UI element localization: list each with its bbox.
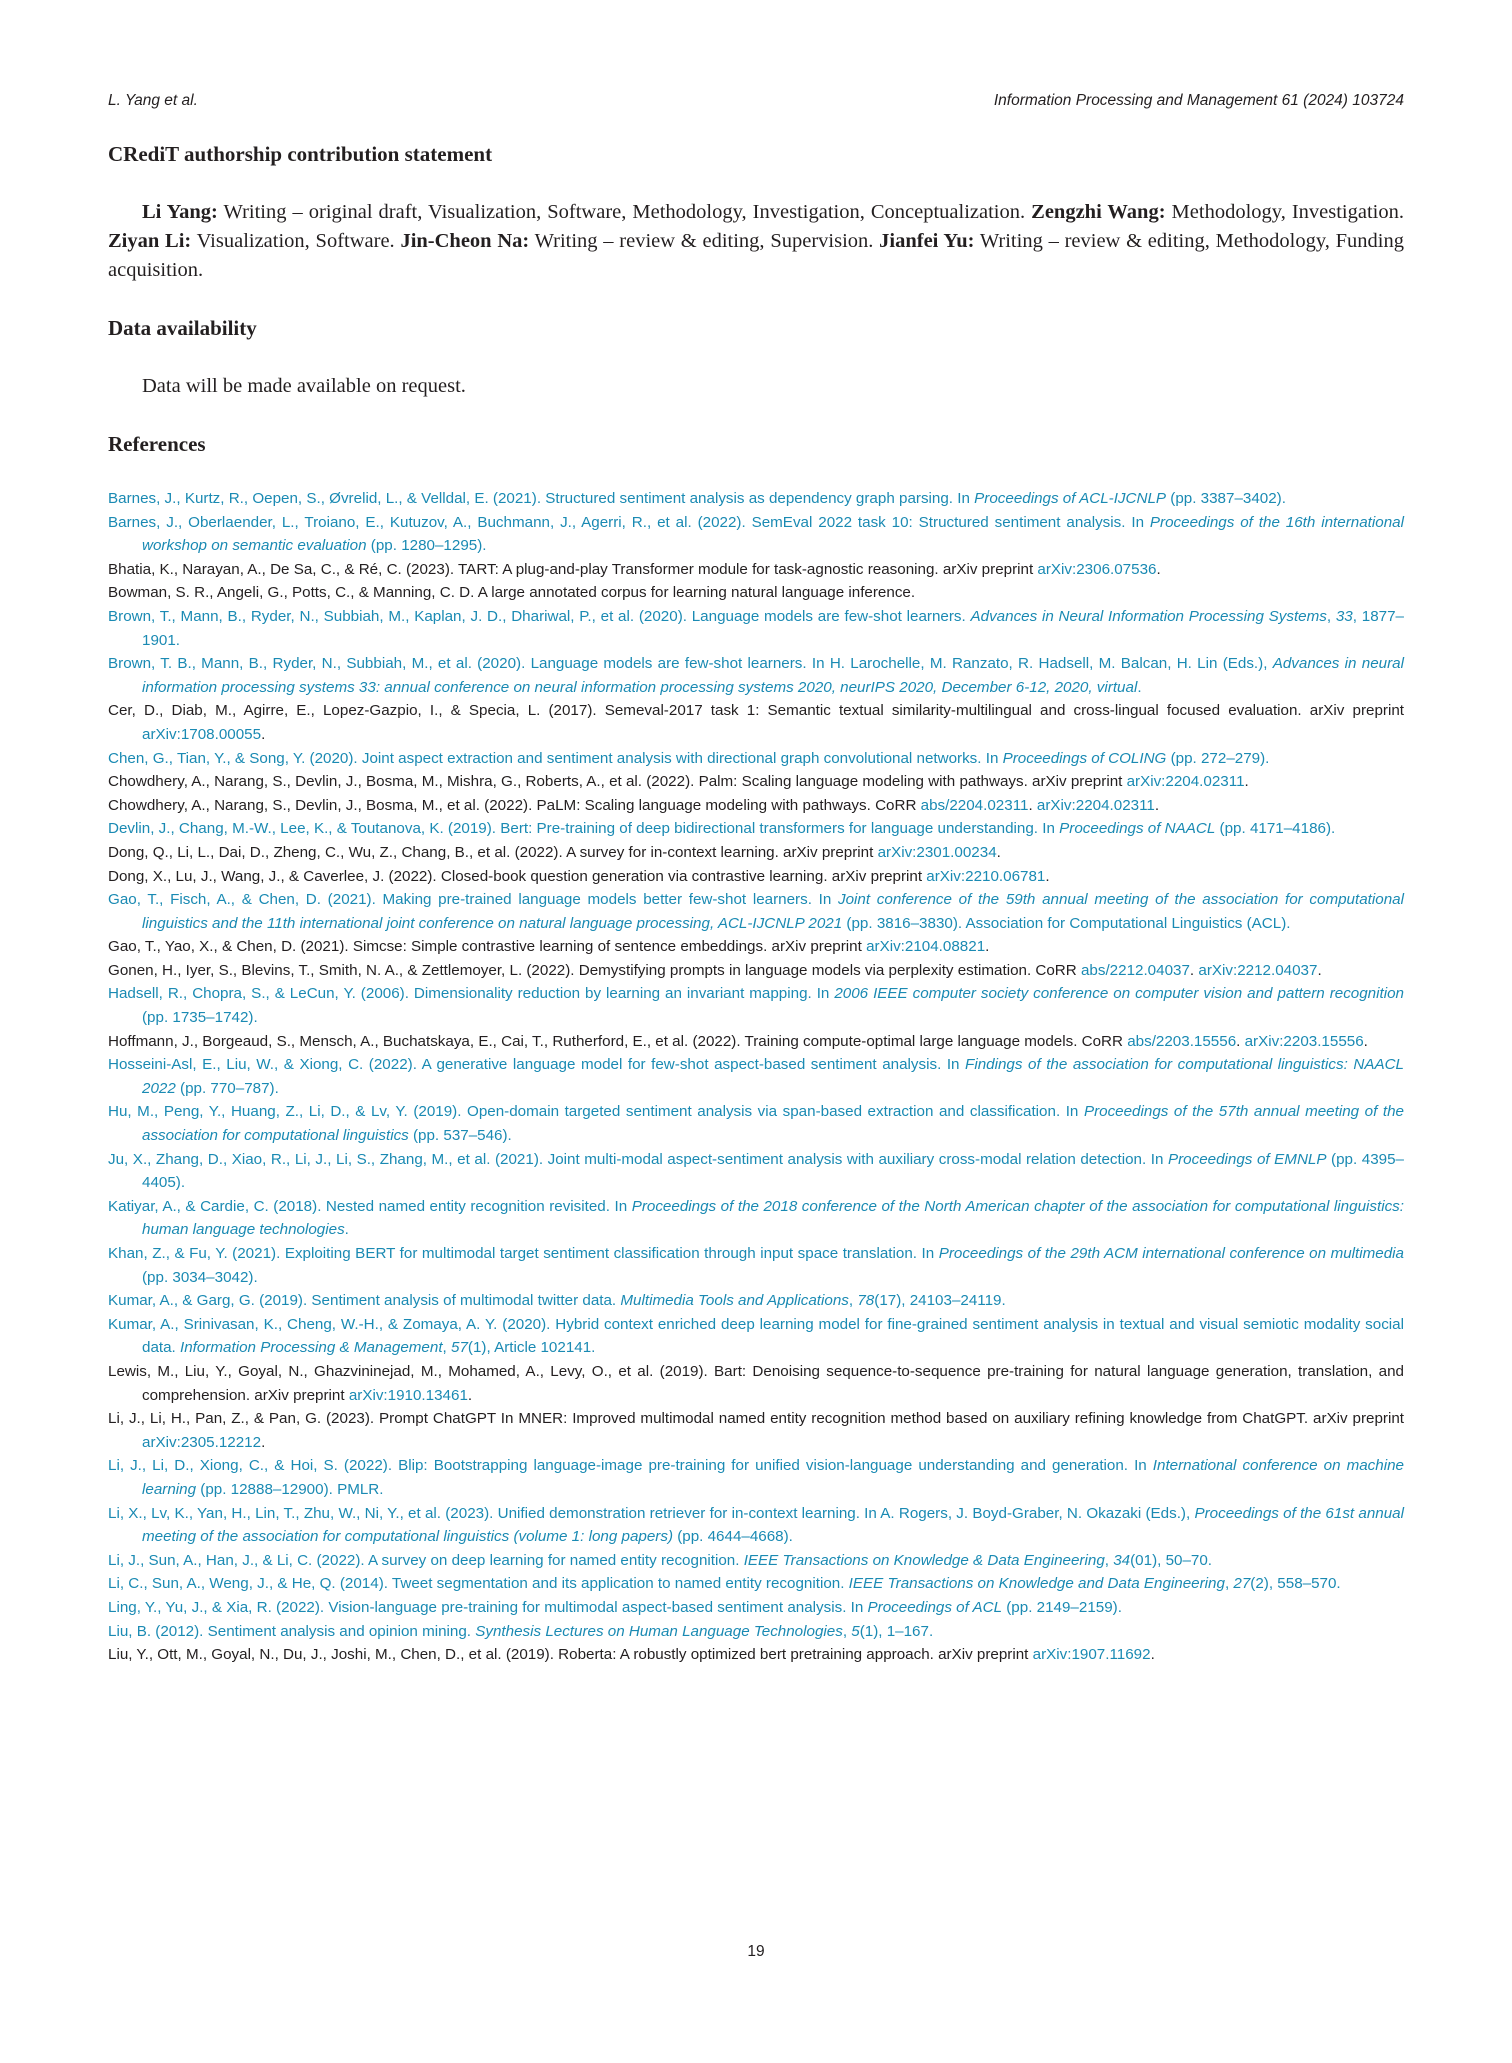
reference-entry[interactable] xyxy=(108,817,1404,841)
reference-text: Hu, M., Peng, Y., Huang, Z., Li, D., & Lv, Y. (2019). Open-domain targeted sentiment analysis via span-based extraction and classification. In xyxy=(108,1103,1084,1121)
reference-venue: 2006 IEEE computer society conference on computer vision and pattern recognition xyxy=(834,985,1404,1003)
reference-entry[interactable] xyxy=(108,1572,1404,1596)
reference-text: (pp. 4171–4186). xyxy=(1215,820,1336,838)
reference-link[interactable]: abs/2212.04037 xyxy=(1080,961,1190,979)
reference-entry[interactable] xyxy=(108,652,1404,699)
reference-text: Barnes, J., Oberlaender, L., Troiano, E., Kutuzov, A., Buchmann, J., Agerri, R., et al. (2022). SemEval 2022 task 10: Structured sentiment analysis. In xyxy=(108,513,1150,531)
reference-text: Devlin, J., Chang, M.-W., Lee, K., & Toutanova, K. (2019). Bert: Pre-training of deep bidirectional transformers for language understanding. In xyxy=(108,820,1060,838)
reference-venue: 5 xyxy=(851,1622,860,1640)
reference-text: . xyxy=(1244,773,1249,791)
reference-link[interactable]: arXiv:2204.02311 xyxy=(1126,773,1245,791)
reference-venue: Proceedings of ACL-IJCNLP xyxy=(974,490,1167,507)
header-journal: Information Processing and Management 61 (2024) 103724 xyxy=(993,92,1404,109)
reference-link[interactable]: arXiv:1907.11692 xyxy=(1032,1646,1151,1664)
reference-venue: Proceedings of EMNLP xyxy=(1167,1150,1327,1168)
credit-name: Li Yang: xyxy=(142,201,218,223)
reference-venue: Proceedings of ACL xyxy=(867,1598,1003,1616)
reference-text: (pp. 4395–4405). xyxy=(142,1150,1404,1192)
reference-entry[interactable] xyxy=(108,1313,1404,1360)
reference-text: , xyxy=(842,1622,852,1640)
reference-link[interactable]: arXiv:2210.06781 xyxy=(926,867,1046,885)
reference-link[interactable]: arXiv:2301.00234 xyxy=(877,843,997,861)
reference-entry[interactable] xyxy=(108,1454,1404,1501)
credit-name: Jin-Cheon Na: xyxy=(400,230,530,252)
reference-text: (pp. 12888–12900). PMLR. xyxy=(196,1480,384,1498)
reference-venue: Proceedings of NAACL xyxy=(1059,820,1216,838)
credit-statement xyxy=(108,198,1404,285)
reference-text: (pp. 537–546). xyxy=(408,1127,512,1145)
reference-entry[interactable] xyxy=(108,1053,1404,1100)
reference-text: (2), 558–570. xyxy=(1250,1575,1341,1593)
reference-text: Li, J., Sun, A., Han, J., & Li, C. (2022). A survey on deep learning for named entity recognition. xyxy=(108,1551,744,1569)
reference-entry[interactable] xyxy=(108,1289,1404,1313)
reference-text: Bhatia, K., Narayan, A., De Sa, C., & Ré, C. (2023). TART: A plug-and-play Transformer module for task-agnostic reasoning. arXiv preprint xyxy=(108,560,1038,578)
reference-entry xyxy=(108,1643,1404,1667)
reference-text: Gao, T., Fisch, A., & Chen, D. (2021). Making pre-trained language models better few-shot learners. In xyxy=(108,891,838,909)
reference-venue: 78 xyxy=(857,1292,875,1310)
reference-entry xyxy=(108,1407,1404,1454)
reference-text: Bowman, S. R., Angeli, G., Potts, C., & Manning, C. D. A large annotated corpus for learning natural language inference. xyxy=(108,584,916,602)
reference-venue: Advances in neural information processing systems 33: annual conference on neural information processing systems 2020, neurIPS 2020, December 6-12, 2020, virtual xyxy=(142,655,1404,696)
reference-text: (pp. 3034–3042). xyxy=(142,1268,258,1286)
reference-venue: IEEE Transactions on Knowledge & Data Engineering xyxy=(743,1551,1105,1569)
reference-venue: Proceedings of the 29th ACM international conference on multimedia xyxy=(938,1245,1405,1262)
reference-text: Lewis, M., Liu, Y., Goyal, N., Ghazvininejad, M., Mohamed, A., Levy, O., et al. (2019). Bart: Denoising sequence-to-sequence pre-training for natural language generation, translation, and comprehension. arXiv preprint xyxy=(108,1362,1404,1404)
reference-entry[interactable] xyxy=(108,511,1404,558)
reference-text: Ling, Y., Yu, J., & Xia, R. (2022). Vision-language pre-training for multimodal aspect-based sentiment analysis. In xyxy=(108,1598,868,1616)
reference-venue: 34 xyxy=(1113,1551,1131,1569)
credit-roles: Methodology, Investigation. xyxy=(1165,201,1404,223)
credit-roles: Visualization, Software. xyxy=(191,230,401,252)
credit-name: Jianfei Yu: xyxy=(879,230,975,252)
page-number: 19 xyxy=(747,1943,765,1960)
reference-list xyxy=(108,487,1404,1667)
reference-link[interactable]: arXiv:2204.02311 xyxy=(1036,796,1155,814)
reference-venue: Proceedings of the 16th international workshop on semantic evaluation xyxy=(142,513,1404,555)
reference-text: . xyxy=(1028,796,1037,814)
reference-entry[interactable] xyxy=(108,1502,1404,1549)
reference-text: . xyxy=(1045,867,1050,885)
reference-text: Khan, Z., & Fu, Y. (2021). Exploiting BERT for multimodal target sentiment classification through input space translation. In xyxy=(108,1245,939,1262)
credit-heading: CRediT authorship contribution statement xyxy=(108,142,493,166)
credit-roles: Writing – original draft, Visualization, Software, Methodology, Investigation, Conceptualization. xyxy=(217,201,1032,223)
reference-entry xyxy=(108,1030,1404,1054)
reference-entry xyxy=(108,558,1404,582)
reference-venue: Proceedings of the 2018 conference of the North American chapter of the association for computational linguistics: human language technologies xyxy=(142,1197,1404,1239)
reference-venue: Information Processing & Management xyxy=(180,1339,443,1357)
reference-text: Kumar, A., Srinivasan, K., Cheng, W.-H., & Zomaya, A. Y. (2020). Hybrid context enriched deep learning model for fine-grained sentiment analysis in textual and visual semiotic modality social data. xyxy=(108,1315,1404,1357)
reference-entry[interactable] xyxy=(108,888,1404,935)
reference-text: (pp. 4644–4668). xyxy=(673,1528,793,1546)
reference-text: Li, C., Sun, A., Weng, J., & He, Q. (2014). Tweet segmentation and its application to named entity recognition. xyxy=(108,1575,849,1593)
reference-venue: 33 xyxy=(1335,607,1353,625)
page xyxy=(108,0,1404,2063)
reference-entry xyxy=(108,865,1404,889)
reference-entry[interactable] xyxy=(108,1100,1404,1147)
reference-text: . xyxy=(261,1433,266,1451)
reference-venue: International conference on machine learning xyxy=(142,1457,1404,1498)
reference-text: Ju, X., Zhang, D., Xiao, R., Li, J., Li, S., Zhang, M., et al. (2021). Joint multi-modal aspect-sentiment analysis with auxiliary cross-modal relation detection. In xyxy=(108,1150,1168,1168)
reference-entry xyxy=(108,935,1404,959)
references-heading: References xyxy=(108,432,206,456)
reference-text: Katiyar, A., & Cardie, C. (2018). Nested named entity recognition revisited. In xyxy=(108,1197,632,1215)
credit-roles: Writing – review & editing, Supervision. xyxy=(529,230,880,252)
credit-name: Zengzhi Wang: xyxy=(1031,201,1166,223)
reference-text: (pp. 770–787). xyxy=(175,1079,279,1097)
reference-link[interactable]: arXiv:1708.00055 xyxy=(142,725,262,743)
reference-venue: Proceedings of the 57th annual meeting of the association for computational linguistics xyxy=(142,1103,1404,1145)
reference-text: Gao, T., Yao, X., & Chen, D. (2021). Simcse: Simple contrastive learning of sentence embeddings. arXiv preprint xyxy=(108,938,867,956)
reference-entry xyxy=(108,699,1404,746)
reference-entry[interactable] xyxy=(108,1620,1404,1644)
reference-text: . xyxy=(344,1221,349,1239)
reference-text: Liu, Y., Ott, M., Goyal, N., Du, J., Joshi, M., Chen, D., et al. (2019). Roberta: A robustly optimized bert pretraining approach. arXiv preprint xyxy=(108,1646,1033,1664)
reference-text: Hadsell, R., Chopra, S., & LeCun, Y. (2006). Dimensionality reduction by learning an invariant mapping. In xyxy=(108,985,835,1003)
reference-text: (pp. 1280–1295). xyxy=(366,537,487,555)
reference-text: , 1877–1901. xyxy=(142,607,1404,649)
reference-text: Hoffmann, J., Borgeaud, S., Mensch, A., Buchatskaya, E., Cai, T., Rutherford, E., et al. (2022). Training compute-optimal large language models. CoRR xyxy=(108,1032,1128,1050)
credit-name: Ziyan Li: xyxy=(108,230,192,252)
reference-venue: Findings of the association for computational linguistics: NAACL 2022 xyxy=(142,1056,1404,1097)
reference-entry[interactable] xyxy=(108,747,1404,771)
reference-link[interactable]: abs/2204.02311 xyxy=(920,796,1029,814)
reference-text: . xyxy=(261,725,266,743)
reference-entry xyxy=(108,581,1404,605)
reference-link[interactable]: arXiv:2212.04037 xyxy=(1198,961,1318,979)
reference-text: Gonen, H., Iyer, S., Blevins, T., Smith, N. A., & Zettlemoyer, L. (2022). Demystifying prompts in language models via perplexity estimation. CoRR xyxy=(108,961,1081,979)
reference-venue: Multimedia Tools and Applications xyxy=(620,1292,849,1310)
data-availability-text: Data will be made available on request. xyxy=(142,375,466,397)
reference-link[interactable]: arXiv:2306.07536 xyxy=(1037,560,1157,578)
reference-text: (pp. 3387–3402). xyxy=(1166,490,1286,507)
reference-text: (1), 1–167. xyxy=(859,1622,934,1640)
reference-text: . xyxy=(1236,1032,1245,1050)
reference-link[interactable]: arXiv:2104.08821 xyxy=(866,938,986,956)
reference-entry[interactable] xyxy=(108,1596,1404,1620)
reference-entry[interactable] xyxy=(108,1549,1404,1573)
reference-text: (pp. 1735–1742). xyxy=(142,1009,258,1027)
reference-venue: 57 xyxy=(451,1339,468,1357)
reference-text: Chen, G., Tian, Y., & Song, Y. (2020). Joint aspect extraction and sentiment analysis with directional graph convolutional networks. In xyxy=(108,749,1003,767)
reference-text: . xyxy=(996,843,1001,861)
reference-text: (pp. 3816–3830). Association for Computational Linguistics (ACL). xyxy=(842,914,1291,932)
reference-text: Hosseini-Asl, E., Liu, W., & Xiong, C. (2022). A generative language model for few-shot aspect-based sentiment analysis. In xyxy=(108,1056,966,1074)
reference-text: (01), 50–70. xyxy=(1130,1551,1213,1569)
reference-text: Dong, X., Lu, J., Wang, J., & Caverlee, J. (2022). Closed-book question generation via contrastive learning. arXiv preprint xyxy=(108,867,927,885)
reference-text: , xyxy=(848,1292,858,1310)
reference-text: Chowdhery, A., Narang, S., Devlin, J., Bosma, M., Mishra, G., Roberts, A., et al. (2022). Palm: Scaling language modeling with pathways. arXiv preprint xyxy=(108,773,1127,791)
reference-text: Liu, B. (2012). Sentiment analysis and opinion mining. xyxy=(108,1622,476,1640)
reference-link[interactable]: arXiv:1910.13461 xyxy=(348,1386,468,1404)
credit-roles: Writing – review & editing, Methodology, Funding acquisition. xyxy=(108,230,1404,281)
reference-text: Li, J., Li, D., Xiong, C., & Hoi, S. (2022). Blip: Bootstrapping language-image pre-training for unified vision-language understanding and generation. In xyxy=(108,1457,1153,1475)
reference-text: (pp. 272–279). xyxy=(1166,749,1270,767)
reference-text: , xyxy=(1104,1551,1114,1569)
reference-entry[interactable] xyxy=(108,487,1404,511)
reference-text: Kumar, A., & Garg, G. (2019). Sentiment analysis of multimodal twitter data. xyxy=(108,1292,621,1310)
reference-venue: 27 xyxy=(1233,1575,1251,1593)
header-authors: L. Yang et al. xyxy=(108,92,198,109)
reference-text: Cer, D., Diab, M., Agirre, E., Lopez-Gazpio, I., & Specia, L. (2017). Semeval-2017 task 1: Semantic textual similarity-multilingual and cross-lingual focused evaluation. arXiv preprint xyxy=(108,702,1404,720)
reference-text: Chowdhery, A., Narang, S., Devlin, J., Bosma, M., et al. (2022). PaLM: Scaling language modeling with pathways. CoRR xyxy=(108,796,921,814)
reference-entry[interactable] xyxy=(108,982,1404,1029)
reference-text: . xyxy=(1150,1646,1155,1664)
reference-entry[interactable] xyxy=(108,1195,1404,1242)
reference-text: , xyxy=(442,1339,451,1357)
reference-text: . xyxy=(1317,961,1322,979)
reference-entry[interactable] xyxy=(108,1242,1404,1289)
reference-entry xyxy=(108,794,1404,818)
reference-entry xyxy=(108,841,1404,865)
reference-venue: Joint conference of the 59th annual meeting of the association for computational linguistics and the 11th international joint conference on natural language processing, ACL-IJCNLP 2021 xyxy=(142,891,1404,932)
reference-text: Li, X., Lv, K., Yan, H., Lin, T., Zhu, W., Ni, Y., et al. (2023). Unified demonstration retriever for in-context learning. In A. Rogers, J. Boyd-Graber, N. Okazaki (Eds.), xyxy=(108,1504,1195,1522)
reference-text: . xyxy=(1154,796,1160,814)
reference-text: Barnes, J., Kurtz, R., Oepen, S., Øvrelid, L., & Velldal, E. (2021). Structured sentiment analysis as dependency graph parsing. In xyxy=(108,490,975,507)
reference-entry xyxy=(108,959,1404,983)
reference-entry[interactable] xyxy=(108,605,1404,652)
reference-text: . xyxy=(1156,560,1161,578)
reference-text: . xyxy=(467,1386,473,1404)
reference-text: Li, J., Li, H., Pan, Z., & Pan, G. (2023). Prompt ChatGPT In MNER: Improved multimodal named entity recognition method based on auxiliary refining knowledge from ChatGPT. arXiv preprint xyxy=(108,1410,1404,1428)
reference-entry xyxy=(108,1360,1404,1407)
reference-text: (1), Article 102141. xyxy=(467,1339,596,1357)
data-availability-heading: Data availability xyxy=(108,316,257,340)
reference-link[interactable]: abs/2203.15556 xyxy=(1127,1032,1237,1050)
reference-venue: Synthesis Lectures on Human Language Technologies xyxy=(475,1622,843,1640)
reference-text: . xyxy=(1137,678,1142,696)
reference-text: . xyxy=(1363,1032,1368,1050)
reference-text: , xyxy=(1224,1575,1234,1593)
reference-text: . xyxy=(1189,961,1199,979)
reference-text: Brown, T. B., Mann, B., Ryder, N., Subbiah, M., et al. (2020). Language models are few-shot learners. In H. Larochelle, M. Ranzato, R. Hadsell, M. Balcan, H. Lin (Eds.), xyxy=(108,655,1273,673)
reference-venue: IEEE Transactions on Knowledge and Data Engineering xyxy=(848,1575,1225,1593)
reference-link[interactable]: arXiv:2203.15556 xyxy=(1244,1032,1364,1050)
reference-entry xyxy=(108,770,1404,794)
reference-link[interactable]: arXiv:2305.12212 xyxy=(142,1433,262,1451)
reference-text: (pp. 2149–2159). xyxy=(1002,1598,1122,1616)
reference-text: . xyxy=(985,938,990,956)
reference-venue: Advances in Neural Information Processing Systems xyxy=(970,607,1327,625)
reference-text: Dong, Q., Li, L., Dai, D., Zheng, C., Wu, Z., Chang, B., et al. (2022). A survey for in-context learning. arXiv preprint xyxy=(108,843,878,861)
reference-venue: Proceedings of COLING xyxy=(1002,749,1167,767)
reference-text: Brown, T., Mann, B., Ryder, N., Subbiah, M., Kaplan, J. D., Dhariwal, P., et al. (2020). Language models are few-shot learners. xyxy=(108,607,971,625)
reference-venue: Proceedings of the 61st annual meeting of the association for computational linguistics (volume 1: long papers) xyxy=(142,1504,1404,1546)
reference-text: , xyxy=(1326,607,1336,625)
reference-entry[interactable] xyxy=(108,1148,1404,1195)
reference-text: (17), 24103–24119. xyxy=(874,1292,1006,1310)
